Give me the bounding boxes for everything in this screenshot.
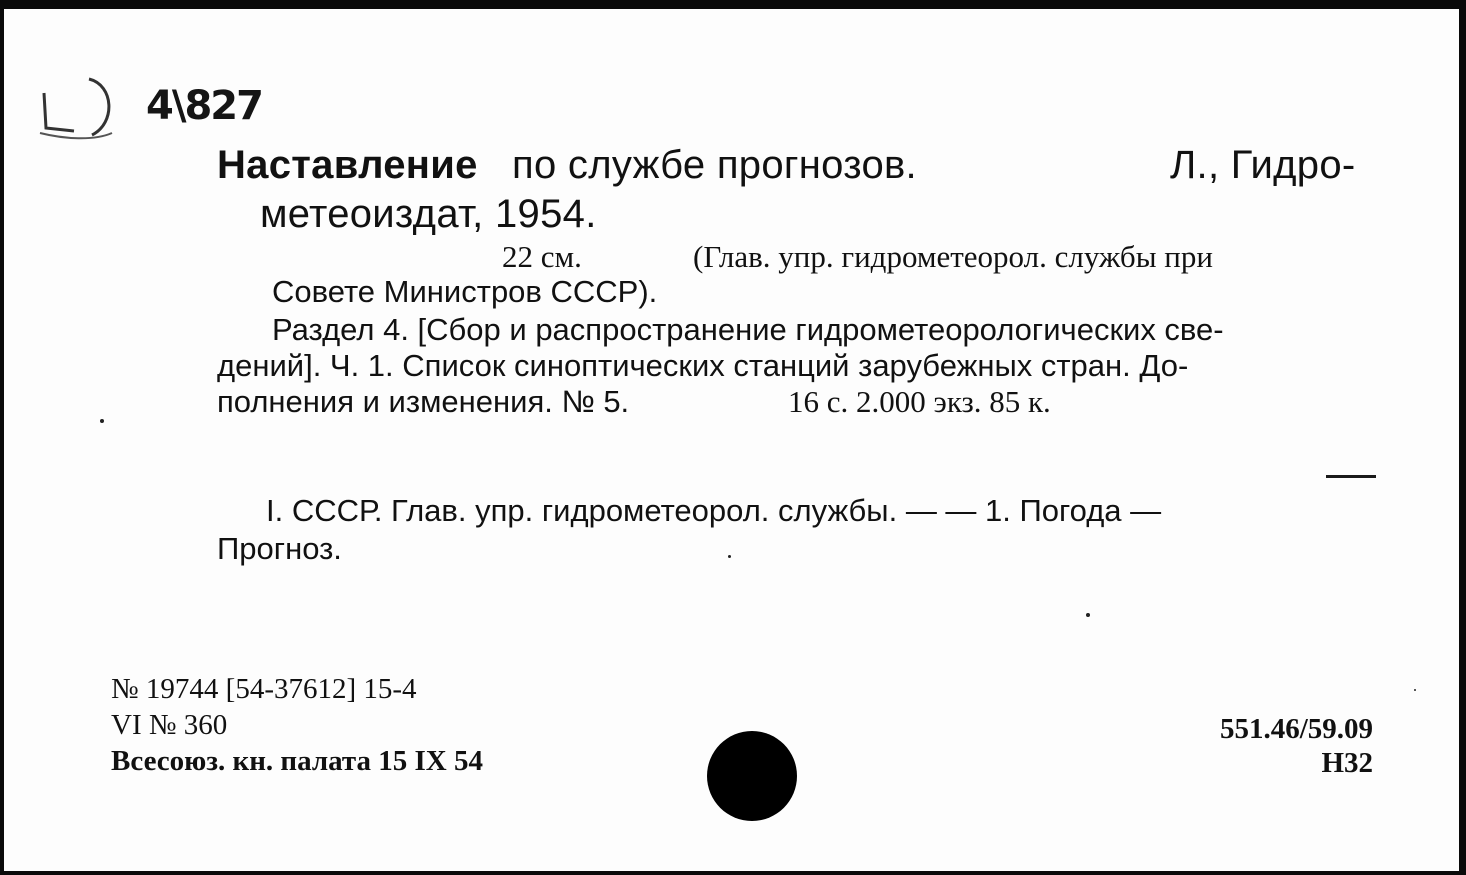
divider-rule bbox=[1326, 475, 1376, 478]
punch-hole bbox=[707, 731, 797, 821]
subject-tracing-cont: Прогноз. bbox=[217, 531, 342, 566]
contents-note-line: полнения и изменения. № 5. bbox=[217, 384, 630, 419]
chamber-imprint: Всесоюз. кн. палата 15 IX 54 bbox=[111, 745, 483, 777]
speck bbox=[728, 555, 731, 558]
title-rest: по службе прогнозов. bbox=[512, 143, 917, 187]
subject-tracing: I. СССР. Глав. упр. гидрометеорол. службы. — — 1. Погода — bbox=[266, 493, 1162, 528]
series-statement: (Глав. упр. гидрометеорол. службы при bbox=[693, 239, 1213, 274]
publication-place: Л., Гидро- bbox=[1170, 143, 1356, 187]
speck bbox=[1086, 613, 1090, 617]
publisher-year: метеоиздат, 1954. bbox=[260, 192, 597, 236]
handwritten-accession-number: 4\827 bbox=[146, 83, 262, 129]
speck bbox=[1414, 689, 1416, 691]
handwritten-symbol-icon bbox=[34, 73, 124, 145]
issue-number: VI № 360 bbox=[111, 709, 228, 741]
contents-note-line: Раздел 4. [Сбор и распространение гидрометеорологических све- bbox=[272, 312, 1224, 347]
contents-note-line: дений]. Ч. 1. Список синоптических станций зарубежных стран. До- bbox=[217, 348, 1189, 383]
author-mark: Н32 bbox=[1321, 747, 1373, 779]
title-heading: Наставление bbox=[217, 143, 478, 187]
speck bbox=[100, 419, 104, 423]
pagination-price: 16 с. 2.000 экз. 85 к. bbox=[788, 384, 1051, 419]
physical-size: 22 см. bbox=[502, 239, 582, 274]
series-statement-cont: Совете Министров СССР). bbox=[272, 274, 658, 309]
udc-classification: 551.46/59.09 bbox=[1219, 713, 1373, 745]
card-number: № 19744 [54-37612] 15-4 bbox=[111, 673, 417, 705]
